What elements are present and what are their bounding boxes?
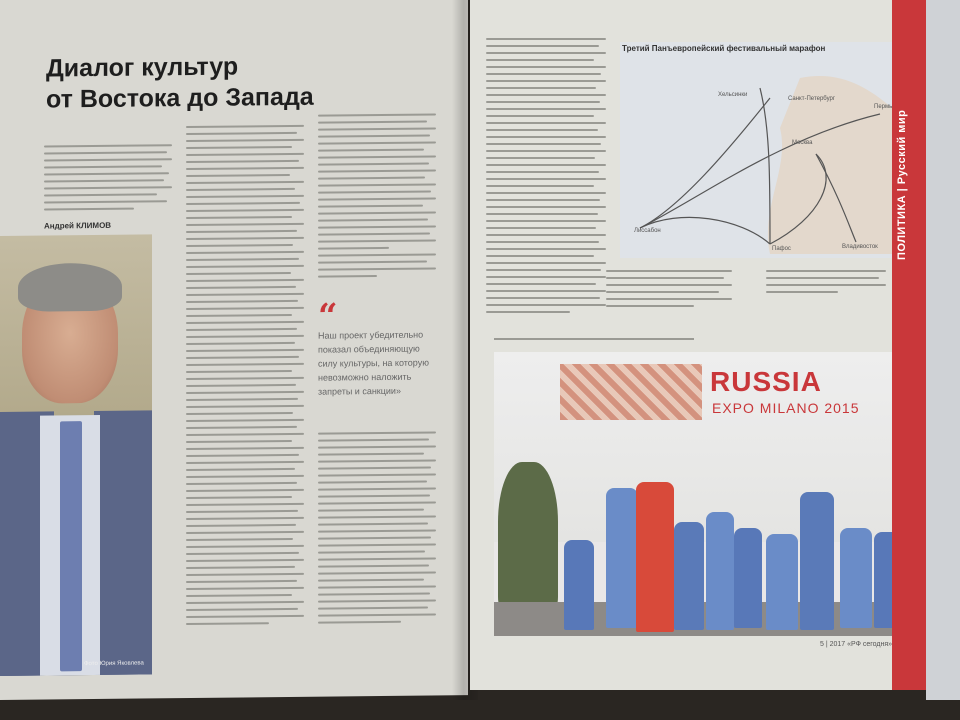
city-label-st-petersburg: Санкт-Петербург (788, 96, 836, 102)
left-page (0, 0, 468, 700)
route-lines (620, 58, 904, 254)
section-label: ПОЛИТИКА | Русский мир (896, 109, 908, 260)
portrait-photo (0, 234, 152, 676)
headline-line-1: Диалог культур (46, 52, 239, 83)
photo-caption (494, 338, 694, 340)
city-label-vladivostok: Владивосток (842, 244, 878, 250)
poster-title: RUSSIA (710, 366, 822, 397)
next-page-edge (926, 0, 960, 700)
city-label-paphos: Пафос (772, 246, 791, 252)
city-label-lisbon: Лиссабон (634, 228, 661, 234)
map-title: Третий Панъевропейский фестивальный марафон (622, 44, 826, 53)
right-column-text (486, 38, 606, 318)
city-label-perm: Пермь (874, 104, 893, 110)
expo-photo (494, 352, 922, 636)
city-label-moscow: Москва (792, 140, 813, 146)
city-label-helsinki: Хельсинки (718, 92, 748, 98)
pull-quote: Наш проект убедительно показал объединяющую силу культуры, на которую невозможно наложить запреты и санкции» (318, 329, 429, 397)
column-2-text-top (318, 113, 436, 282)
headline-line-2: от Востока до Запада (46, 82, 314, 114)
ornament-pattern (560, 364, 702, 420)
lead-paragraph (44, 144, 172, 215)
column-1-text (186, 125, 304, 630)
quote-mark: “ (318, 296, 338, 337)
bottom-text-block-2 (766, 270, 886, 298)
article-headline (46, 50, 346, 115)
photo-credit: Фото Юрия Яковлева (84, 660, 144, 668)
bottom-text-block (606, 270, 732, 312)
plant (498, 462, 558, 612)
footer-text: 5 | 2017 «РФ сегодня» (820, 641, 893, 648)
article-author: Андрей КЛИМОВ (44, 220, 112, 231)
poster-subtitle: EXPO MILANO 2015 (712, 400, 860, 416)
column-2-text-bottom (318, 431, 436, 628)
